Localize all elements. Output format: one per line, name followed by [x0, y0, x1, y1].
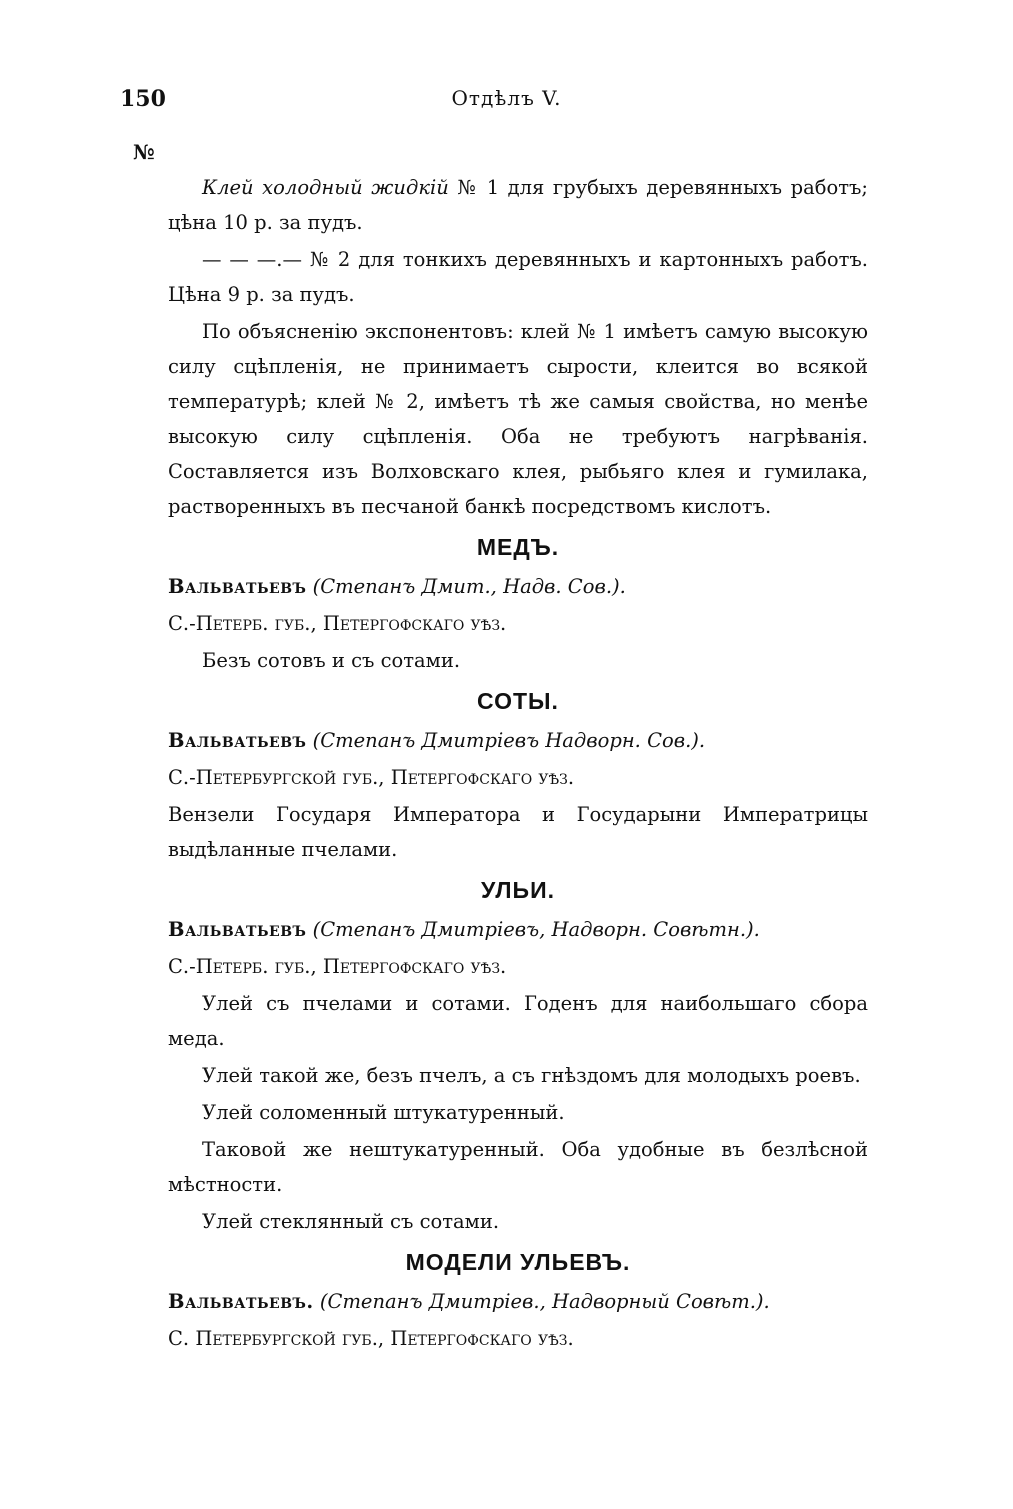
- glue-item-1-title: Клей холодный жидкій: [202, 176, 449, 199]
- exhibit-item: Таковой же нештукатуренный. Оба удобные въ безлѣсной мѣстности.: [168, 1138, 868, 1196]
- exhibitor-name: Вальватьевъ: [168, 729, 307, 752]
- exhibit-item: Безъ сотовъ и съ сотами.: [202, 649, 461, 672]
- exhibit-item: Улей соломенный штукатуренный.: [202, 1101, 565, 1124]
- exhibitor-line: [168, 912, 868, 947]
- exhibitor-name: Вальватьевъ: [168, 575, 307, 598]
- glue-explanation: По объясненію экспонентовъ: клей № 1 имѣетъ самую высокую силу сцѣпленія, не принимаетъ сырости, клеится во всякой температурѣ; клей № 2, имѣетъ тѣ же самыя свойства, но менѣе высокую силу сцѣпленія. Оба не требуютъ нагрѣванія. Составляется изъ Волховскаго клея, рыбьяго клея и гумилака, растворенныхъ въ песчаной банкѣ посредствомъ кислотъ.: [168, 320, 868, 518]
- glue-item-1: [168, 170, 868, 240]
- glue-item-2: — — —.— № 2 для тонкихъ деревянныхъ и картонныхъ работъ. Цѣна 9 р. за пудъ.: [168, 248, 868, 306]
- exhibitor-details: (Степанъ Дмит., Надв. Сов.).: [306, 575, 626, 598]
- exhibitor-details: (Степанъ Дмитріев., Надворный Совѣт.).: [313, 1290, 770, 1313]
- section-heading-combs: СОТЫ.: [477, 688, 559, 714]
- exhibitor-location: С. Петербургской губ., Петергофскаго уѣз.: [168, 1327, 574, 1350]
- page-body: [168, 170, 868, 1358]
- exhibitor-details: (Степанъ Дмитріевъ, Надворн. Совѣтн.).: [306, 918, 760, 941]
- exhibitor-location: С.-Петерб. губ., Петергофскаго уѣз.: [168, 955, 507, 978]
- glue-item-1-text: № 1 для грубыхъ деревянныхъ работъ; цѣна 10 р. за пудъ.: [168, 176, 868, 234]
- exhibitor-name: Вальватьевъ.: [168, 1290, 314, 1313]
- section-heading-hives: УЛЬИ.: [480, 877, 556, 903]
- exhibitor-details: (Степанъ Дмитріевъ Надворн. Сов.).: [306, 729, 706, 752]
- exhibitor-location: С.-Петербургской губ., Петергофскаго уѣз.: [168, 766, 575, 789]
- running-head: Отдѣлъ V.: [451, 86, 562, 110]
- exhibit-item: Улей стеклянный съ сотами.: [202, 1210, 500, 1233]
- page-header: [120, 86, 893, 116]
- exhibitor-name: Вальватьевъ: [168, 918, 307, 941]
- exhibit-item: Вензели Государя Императора и Государыни Императрицы выдѣланные пчелами.: [168, 803, 868, 861]
- exhibitor-line: [168, 723, 868, 758]
- section-heading-hive-models: МОДЕЛИ УЛЬЕВЪ.: [405, 1249, 631, 1275]
- exhibit-item: Улей такой же, безъ пчелъ, а съ гнѣздомъ для молодыхъ роевъ.: [202, 1064, 861, 1087]
- exhibitor-line: [168, 569, 868, 604]
- exhibitor-line: [168, 1284, 868, 1319]
- exhibit-item: Улей съ пчелами и сотами. Годенъ для наибольшаго сбора меда.: [168, 992, 868, 1050]
- section-heading-honey: МЕДЪ.: [476, 534, 560, 560]
- page-number: 150: [120, 86, 166, 112]
- margin-number-mark: №: [133, 140, 155, 164]
- exhibitor-location: С.-Петерб. губ., Петергофскаго уѣз.: [168, 612, 507, 635]
